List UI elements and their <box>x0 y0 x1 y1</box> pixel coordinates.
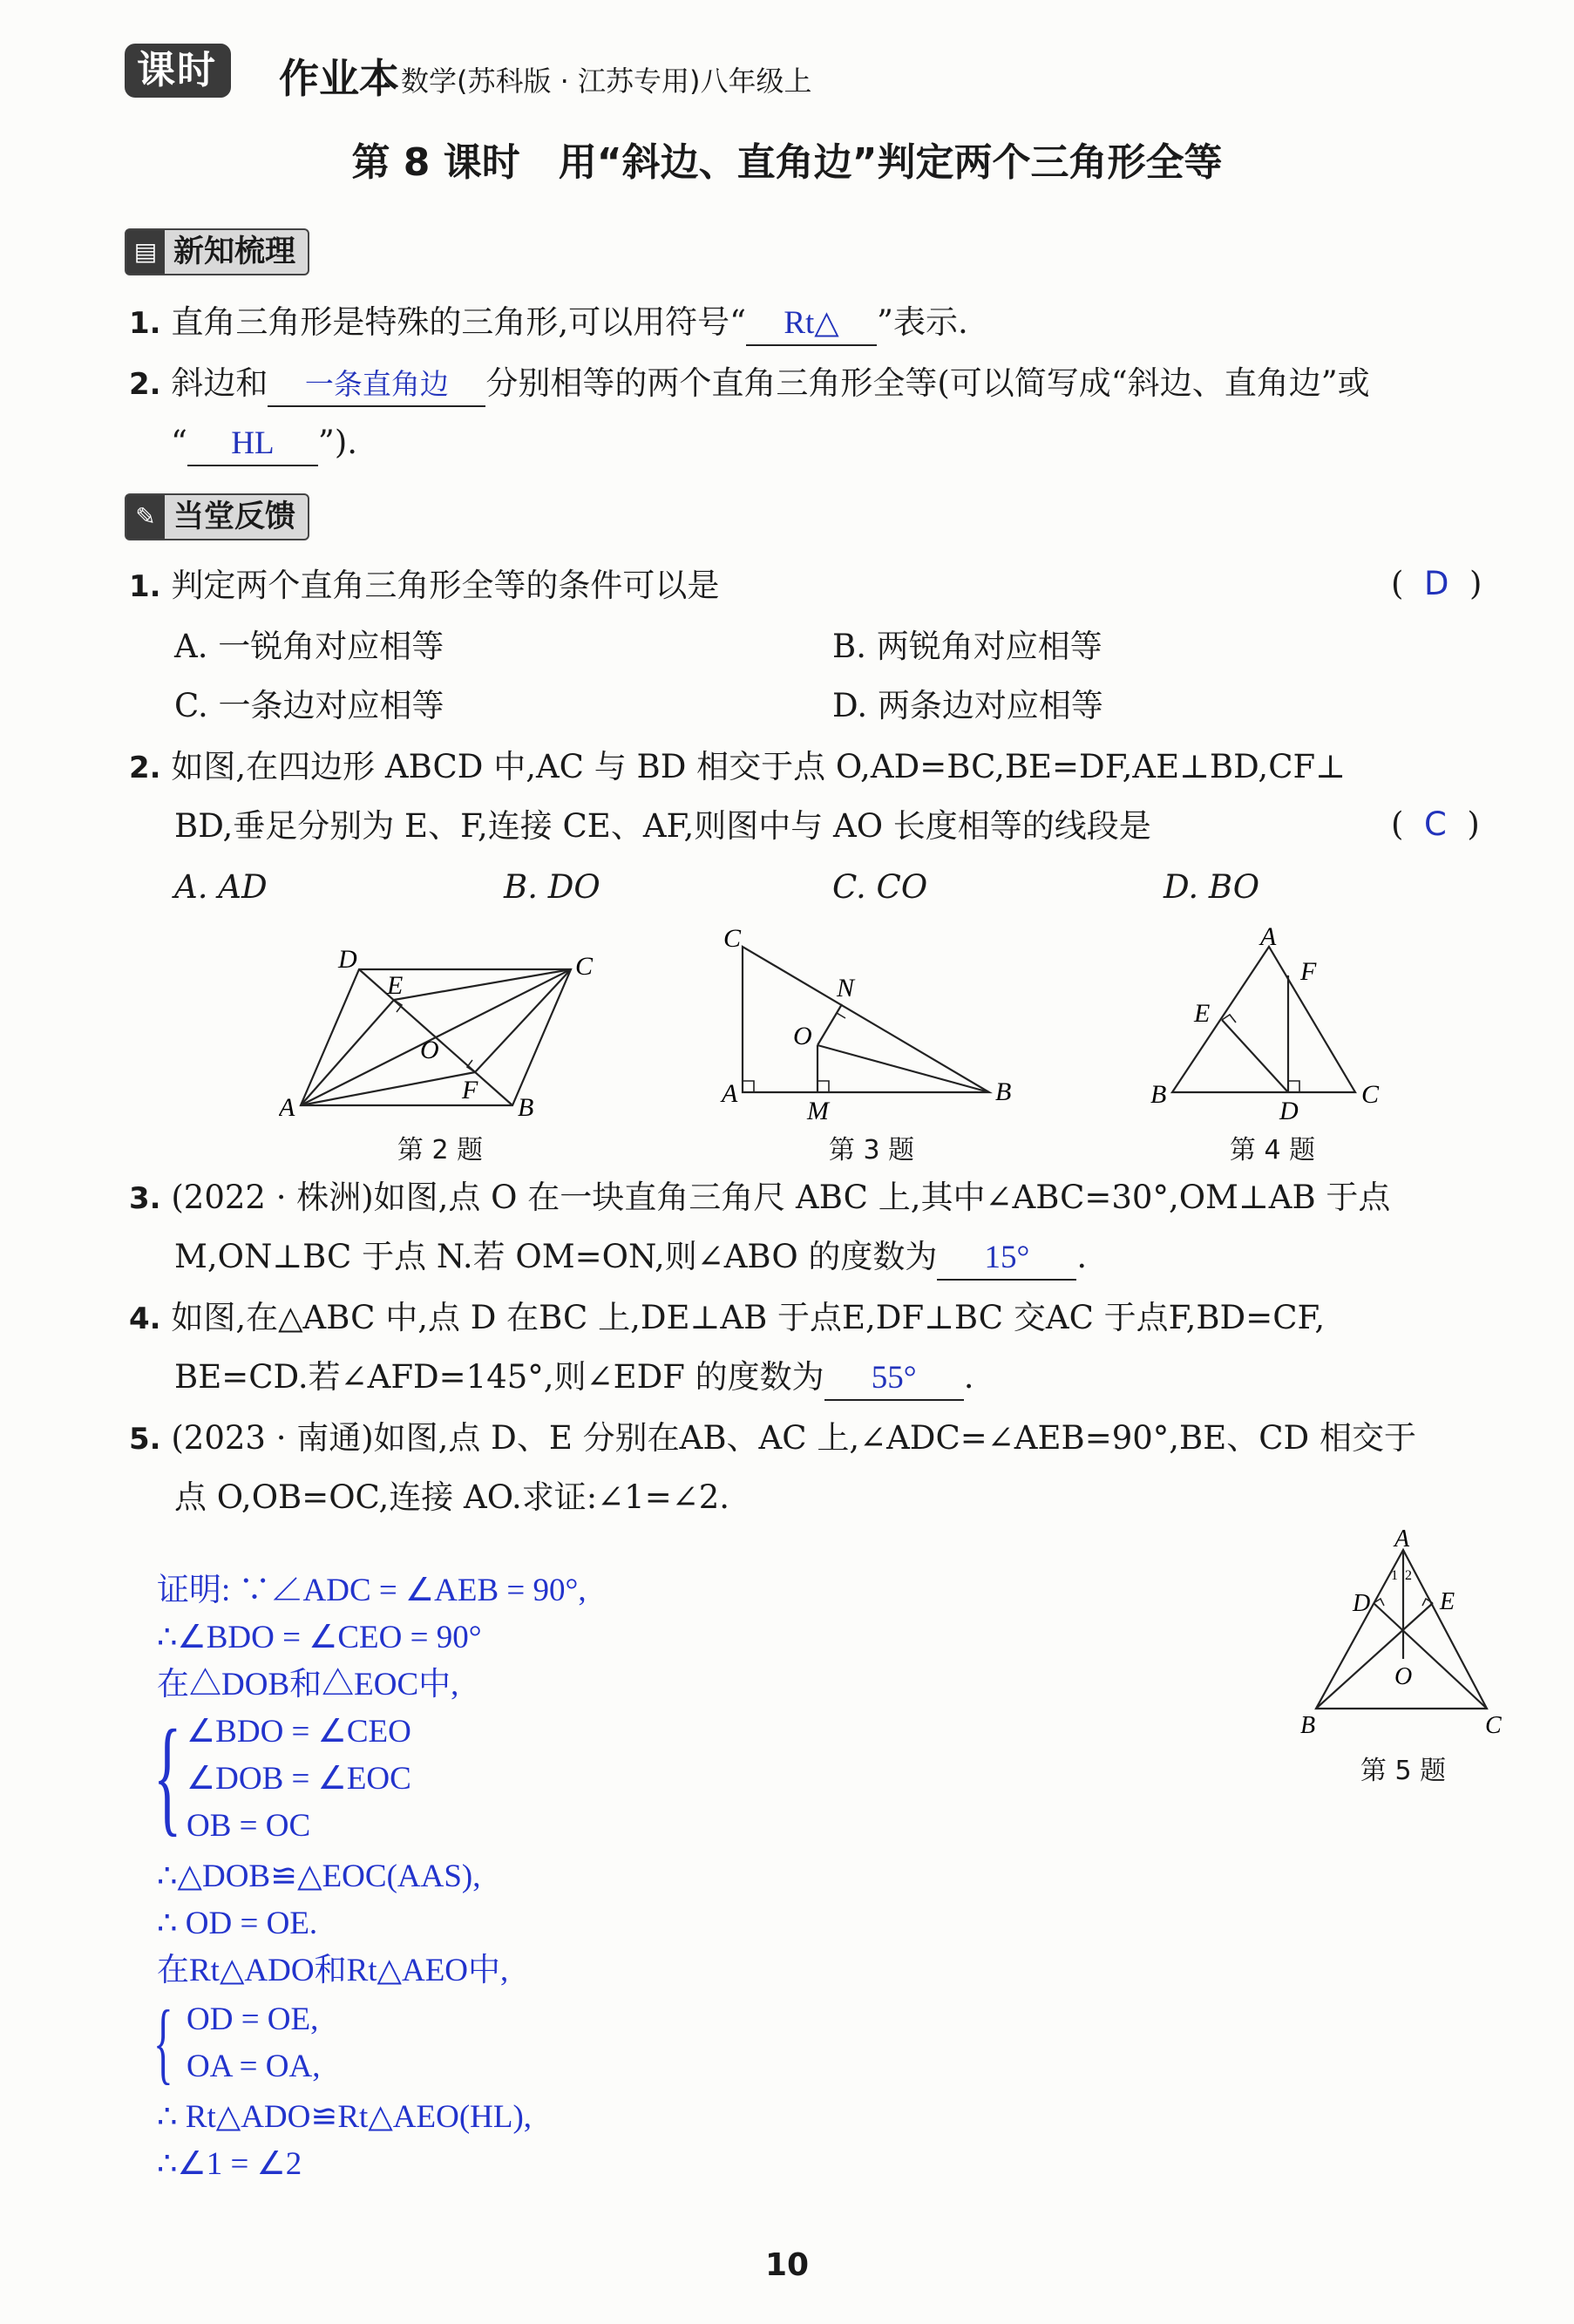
point-label: B <box>1150 1080 1167 1109</box>
point-label: F <box>1300 957 1317 986</box>
answer-blank: HL <box>187 423 318 466</box>
question-4-line1: 4. 如图,在△ABC 中,点 D 在BC 上,DE⊥AB 于点E,DF⊥BC 交AC 于点F,BD=CF, <box>129 1299 1326 1336</box>
book-title: 作业本 <box>279 55 399 102</box>
answer-blank: 55° <box>824 1357 964 1401</box>
point-label: C <box>1485 1712 1502 1739</box>
point-label: D <box>1279 1097 1299 1125</box>
question-5-line1: 5. (2023 · 南通)如图,点 D、E 分别在AB、AC 上,∠ADC=∠AEB=90°,BE、CD 相交于 <box>129 1419 1416 1457</box>
question-5-line2: 点 O,OB=OC,连接 AO.求证:∠1=∠2. <box>174 1478 730 1516</box>
point-label: B <box>1300 1712 1316 1739</box>
proof-brace: { <box>153 1703 182 1848</box>
answer-blank: Rt△ <box>746 302 877 346</box>
point-label: A <box>1394 1526 1410 1553</box>
figure-4-triangle <box>1142 924 1403 1125</box>
proof-line: ∴ Rt△ADO≌Rt△AEO(HL), <box>157 2099 533 2135</box>
proof-line: 证明: ∵∠ADC = ∠AEB = 90°, <box>157 1573 587 1608</box>
point-label: O <box>793 1022 812 1050</box>
proof-brace: { <box>153 1991 173 2093</box>
section-header-feedback: ✎ 当堂反馈 <box>125 493 309 540</box>
figure-2-quadrilateral <box>279 941 610 1133</box>
option-b: B. 两锐角对应相等 <box>832 628 1102 665</box>
proof-line: ∠BDO = ∠CEO <box>187 1714 411 1750</box>
knowledge-item-2: 2. 斜边和 一条直角边 分别相等的两个直角三角形全等(可以简写成“斜边、直角边”或 <box>129 363 1370 407</box>
point-label: B <box>518 1093 534 1122</box>
point-label: C <box>575 952 594 981</box>
answer-bracket-q2: ( C ) <box>1391 805 1480 843</box>
proof-line: ∴△DOB≌△EOC(AAS), <box>157 1859 481 1894</box>
knowledge-item-2-cont: “ HL ”). <box>171 422 357 466</box>
proof-line: ∴∠1 = ∠2 <box>157 2146 302 2182</box>
figure-5-triangle <box>1290 1526 1525 1743</box>
answer-bracket-q1: ( D ) <box>1391 565 1482 602</box>
option-c: C. CO <box>832 868 928 906</box>
point-label: D <box>1353 1590 1371 1617</box>
point-label: O <box>420 1036 439 1064</box>
option-a: A. 一锐角对应相等 <box>174 628 444 665</box>
knowledge-item-1: 1. 直角三角形是特殊的三角形,可以用符号“ Rt△ ”表示. <box>129 302 968 346</box>
question-2-line2: BD,垂足分别为 E、F,连接 CE、AF,则图中与 AO 长度相等的线段是 <box>174 807 1151 845</box>
option-d: D. BO <box>1164 868 1260 906</box>
series-logo: 课时 <box>125 44 231 98</box>
answer-blank: 一条直角边 <box>268 364 485 407</box>
angle-label: 2 <box>1405 1568 1412 1583</box>
question-3-line1: 3. (2022 · 株洲)如图,点 O 在一块直角三角尺 ABC 上,其中∠ABC=30°,OM⊥AB 于点 <box>129 1179 1391 1216</box>
option-c: C. 一条边对应相等 <box>174 687 444 724</box>
proof-line: OD = OE, <box>187 2001 319 2037</box>
point-label: E <box>1194 999 1211 1028</box>
point-label: M <box>807 1097 829 1125</box>
point-label: F <box>462 1076 478 1104</box>
proof-line: OB = OC <box>187 1808 311 1844</box>
option-d: D. 两条边对应相等 <box>832 687 1103 724</box>
angle-label: 1 <box>1391 1568 1398 1583</box>
point-label: A <box>722 1079 738 1108</box>
point-label: D <box>338 945 357 974</box>
figure-2-caption: 第 2 题 <box>397 1135 484 1165</box>
point-label: A <box>279 1093 295 1122</box>
question-4-line2: BE=CD.若∠AFD=145°,则∠EDF 的度数为 55° . <box>174 1356 974 1401</box>
point-label: N <box>837 974 855 1002</box>
point-label: C <box>723 924 742 953</box>
section-header-new-knowledge: ▤ 新知梳理 <box>125 228 309 275</box>
point-label: E <box>387 971 404 1000</box>
lesson-title: 第 8 课时 用“斜边、直角边”判定两个三角形全等 <box>351 140 1223 185</box>
figure-4-caption: 第 4 题 <box>1229 1135 1316 1165</box>
point-label: E <box>1440 1588 1455 1615</box>
proof-line: 在Rt△ADO和Rt△AEO中, <box>157 1953 509 1988</box>
question-3-line2: M,ON⊥BC 于点 N.若 OM=ON,则∠ABO 的度数为 15° . <box>174 1236 1087 1281</box>
proof-line: 在△DOB和△EOC中, <box>157 1667 459 1702</box>
point-label: C <box>1361 1080 1380 1109</box>
proof-line: ∴ OD = OE. <box>157 1906 318 1941</box>
option-b: B. DO <box>504 868 600 906</box>
option-a: A. AD <box>174 868 268 906</box>
subject-label: 数学(苏科版 · 江苏专用)八年级上 <box>401 65 812 98</box>
figure-3-caption: 第 3 题 <box>828 1135 915 1165</box>
figure-5-caption: 第 5 题 <box>1360 1756 1447 1786</box>
question-2-line1: 2. 如图,在四边形 ABCD 中,AC 与 BD 相交于点 O,AD=BC,BE=DF,AE⊥BD,CF⊥ <box>129 748 1346 785</box>
page-number: 10 <box>764 2247 810 2283</box>
point-label: B <box>995 1077 1012 1106</box>
point-label: A <box>1260 924 1277 951</box>
answer-blank: 15° <box>937 1237 1076 1281</box>
pencil-icon: ✎ <box>126 495 165 539</box>
point-label: O <box>1394 1663 1413 1690</box>
book-icon: ▤ <box>126 230 165 274</box>
proof-line: ∴∠BDO = ∠CEO = 90° <box>157 1620 482 1655</box>
proof-line: ∠DOB = ∠EOC <box>187 1761 411 1797</box>
question-1: 1. 判定两个直角三角形全等的条件可以是 <box>129 567 720 604</box>
figure-3-set-square <box>715 915 1028 1125</box>
proof-line: OA = OA, <box>187 2049 321 2084</box>
